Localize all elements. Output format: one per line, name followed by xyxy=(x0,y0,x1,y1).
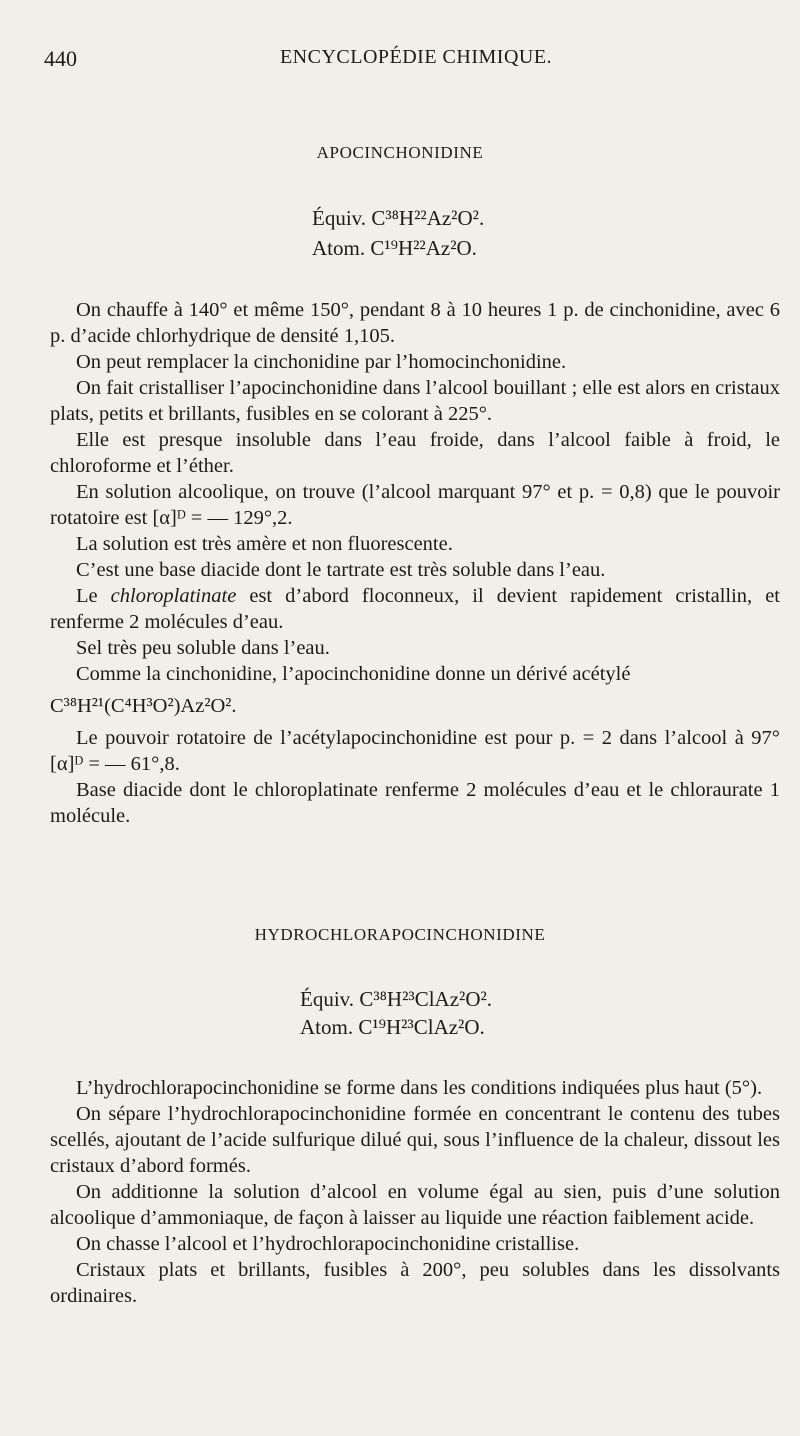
chloro-term: chloroplatinate xyxy=(110,585,237,607)
atom-formula: C¹⁹H²²Az²O. xyxy=(370,236,477,260)
section-title-hydrochlorapocinchonidine: HYDROCHLORAPOCINCHONIDINE xyxy=(254,925,546,944)
atom-formula: C¹⁹H²³ClAz²O. xyxy=(358,1015,485,1039)
paragraph: Base diacide dont le chloroplatinate renferme 2 molécules d’eau et le chloraurate 1 molécule. xyxy=(50,779,780,827)
acetyl-formula: C³⁸H²¹(C⁴H³O²)Az²O². xyxy=(50,695,237,717)
paragraph: Sel très peu soluble dans l’eau. xyxy=(76,637,330,659)
paragraph: C’est une base diacide dont le tartrate est très soluble dans l’eau. xyxy=(76,559,606,581)
equiv-formula: C³⁸H²³ClAz²O². xyxy=(359,987,493,1011)
atom-formula-line-2 xyxy=(300,1015,485,1040)
atom-formula-line xyxy=(312,236,477,261)
paragraph: Le pouvoir rotatoire de l’acétylapocinchonidine est pour p. = 2 dans l’alcool à 97° [α]ᴰ = — 61°,8. xyxy=(50,727,780,775)
section1-body xyxy=(50,297,780,829)
atom-label: Atom. xyxy=(300,1015,354,1039)
equiv-label: Équiv. xyxy=(312,206,367,230)
paragraph: En solution alcoolique, on trouve (l’alcool marquant 97° et p. = 0,8) que le pouvoir rotatoire est [α]ᴰ = — 129°,2. xyxy=(50,481,780,529)
section-title-apocinchonidine: APOCINCHONIDINE xyxy=(316,143,484,162)
paragraph: On additionne la solution d’alcool en volume égal au sien, puis d’une solution alcoolique d’ammoniaque, de façon à laisser au liquide une réaction faiblement acide. xyxy=(50,1181,780,1229)
page-header xyxy=(44,46,788,76)
equiv-label: Équiv. xyxy=(300,987,355,1011)
paragraph: Comme la cinchonidine, l’apocinchonidine donne un dérivé acétylé xyxy=(76,663,631,685)
paragraph: La solution est très amère et non fluorescente. xyxy=(76,533,453,555)
section2-body xyxy=(50,1075,780,1309)
paragraph: Elle est presque insoluble dans l’eau froide, dans l’alcool faible à froid, le chloroforme et l’éther. xyxy=(50,429,780,477)
equiv-formula-line-2 xyxy=(300,987,492,1012)
paragraph: Cristaux plats et brillants, fusibles à 200°, peu solubles dans les dissolvants ordinaires. xyxy=(50,1259,780,1307)
paragraph: On chasse l’alcool et l’hydrochlorapocinchonidine cristallise. xyxy=(76,1233,580,1255)
chloro-rest: est d’abord floconneux, il devient rapidement cristallin, et renferme 2 molécules d’eau. xyxy=(50,585,780,633)
chloro-prefix: Le xyxy=(76,585,111,607)
paragraph: On sépare l’hydrochlorapocinchonidine formée en concentrant le contenu des tubes scellés, ajoutant de l’acide sulfurique dilué qui, sous l’influence de la chaleur, dissout les cristaux d’abord formés. xyxy=(50,1103,780,1177)
paragraph: On chauffe à 140° et même 150°, pendant 8 à 10 heures 1 p. de cinchonidine, avec 6 p. d’acide chlorhydrique de densité 1,105. xyxy=(50,299,780,347)
paragraph-chloroplatinate xyxy=(50,583,780,635)
atom-label: Atom. xyxy=(312,236,366,260)
page-number: 440 xyxy=(44,46,77,71)
paragraph: L’hydrochlorapocinchonidine se forme dans les conditions indiquées plus haut (5°). xyxy=(76,1077,763,1099)
paragraph: On fait cristalliser l’apocinchonidine dans l’alcool bouillant ; elle est alors en cristaux plats, petits et brillants, fusibles en se colorant à 225°. xyxy=(50,377,780,425)
running-title: ENCYCLOPÉDIE CHIMIQUE. xyxy=(279,46,553,68)
equiv-formula: C³⁸H²²Az²O². xyxy=(371,206,485,230)
equiv-formula-line xyxy=(312,206,484,231)
paragraph: On peut remplacer la cinchonidine par l’homocinchonidine. xyxy=(76,351,567,373)
